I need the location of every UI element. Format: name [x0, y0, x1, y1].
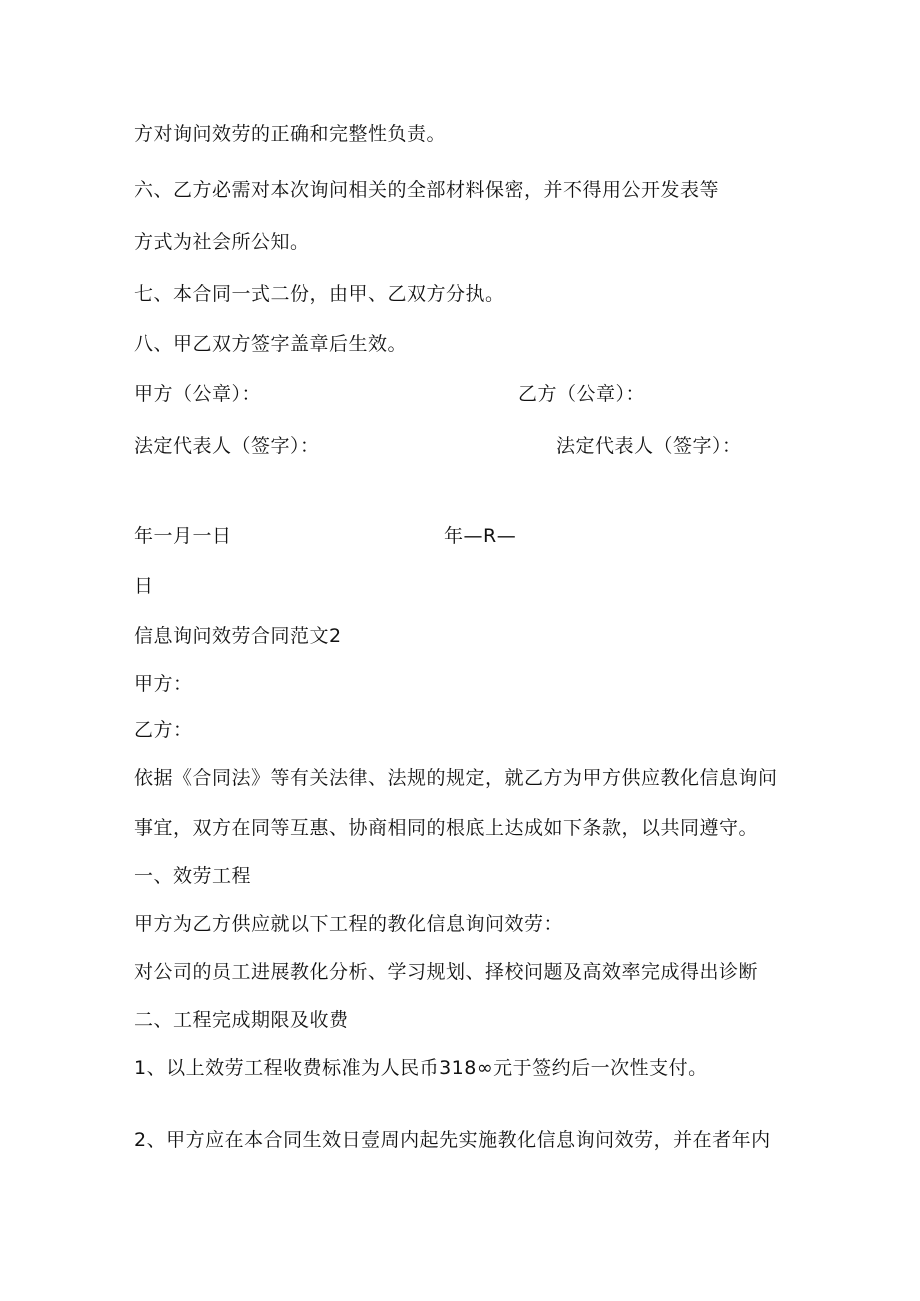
- party-b-representative-label: 法定代表人（签字）：: [556, 435, 742, 457]
- paragraph-line: 方对询问效劳的正确和完整性负责。: [134, 123, 447, 145]
- section-1-heading: 一、效劳工程: [134, 865, 252, 887]
- party-a-seal-label: 甲方（公章）：: [134, 383, 262, 405]
- contract-2-party-b: 乙方：: [134, 719, 193, 741]
- contract-2-title: 信息询问效劳合同范文2: [134, 625, 342, 647]
- clause-six: 六、乙方必需对本次询问相关的全部材料保密，并不得用公开发表等: [134, 179, 720, 201]
- date-line-party-b: 年—R—: [444, 525, 517, 547]
- clause-eight: 八、甲乙双方签字盖章后生效。: [134, 333, 408, 355]
- section-1-line-1: 甲方为乙方供应就以下工程的教化信息询问效劳：: [134, 913, 564, 935]
- clause-six-continued: 方式为社会所公知。: [134, 231, 310, 253]
- party-b-seal-label: 乙方（公章）：: [518, 383, 646, 405]
- clause-seven: 七、本合同一式二份，由甲、乙双方分执。: [134, 283, 505, 305]
- date-line-party-a: 年一月一日: [134, 525, 232, 547]
- section-2-item-2: 2、甲方应在本合同生效日壹周内起先实施教化信息询问效劳，并在者年内: [134, 1129, 771, 1151]
- section-2-heading: 二、工程完成期限及收费: [134, 1009, 349, 1031]
- date-line-party-b-day: 日: [134, 575, 154, 597]
- section-2-item-1: 1、以上效劳工程收费标准为人民币318∞元于签约后一次性支付。: [134, 1057, 708, 1079]
- section-1-line-2: 对公司的员工进展教化分析、学习规划、择校问题及高效率完成得出诊断: [134, 961, 759, 983]
- contract-2-intro-line-2: 事宜，双方在同等互惠、协商相同的根底上达成如下条款，以共同遵守。: [134, 817, 759, 839]
- contract-2-intro-line-1: 依据《合同法》等有关法律、法规的规定，就乙方为甲方供应教化信息询问: [134, 767, 778, 789]
- party-a-representative-label: 法定代表人（签字）：: [134, 435, 320, 457]
- contract-2-party-a: 甲方：: [134, 673, 193, 695]
